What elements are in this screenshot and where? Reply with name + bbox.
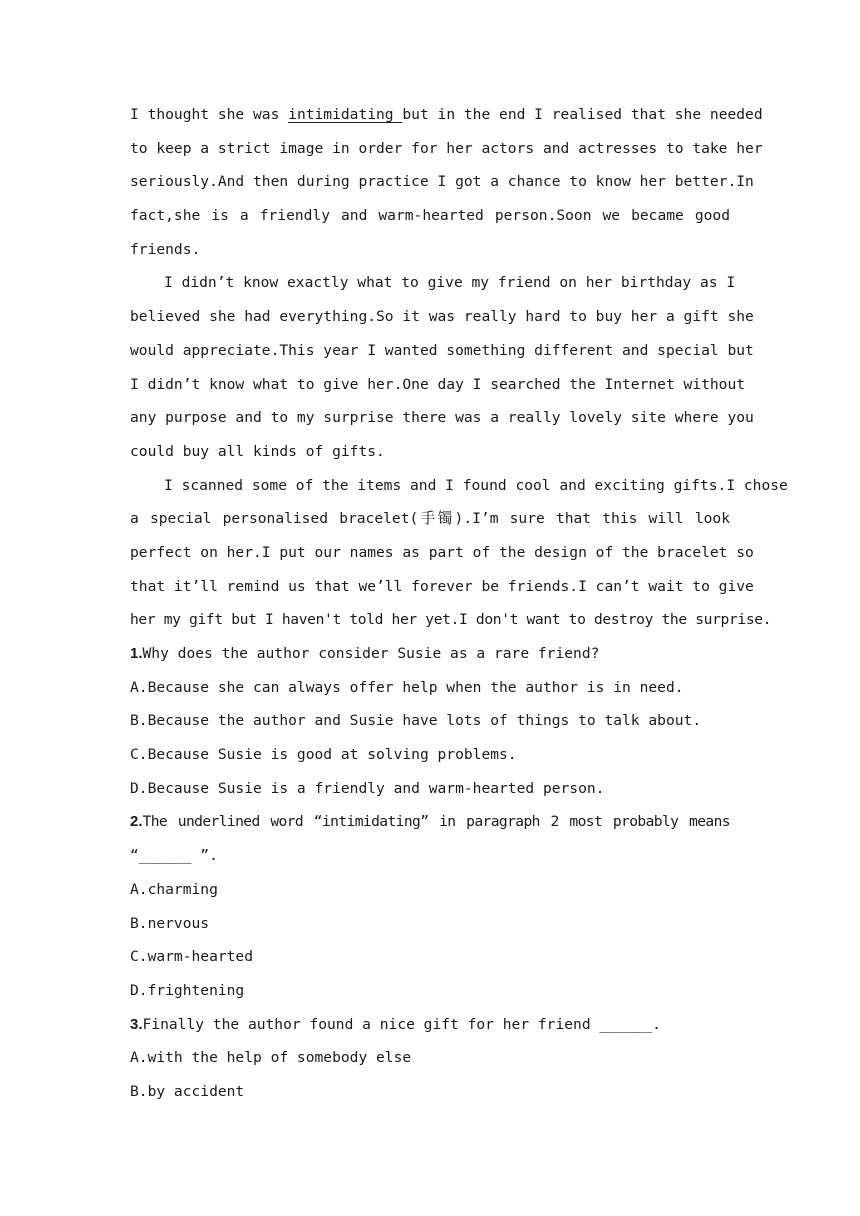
question-stem-continuation: “______ ”.: [130, 847, 218, 865]
question-number: 2.: [130, 813, 143, 831]
paragraph-line: could buy all kinds of gifts.: [130, 442, 385, 460]
question-3: [130, 1008, 730, 1109]
answer-option: A.Because she can always offer help when the author is in need.: [130, 678, 684, 696]
paragraph-line: perfect on her.I put our names as part of the design of the bracelet so: [130, 543, 754, 561]
paragraph-line: I scanned some of the items and I found cool and exciting gifts.I chose: [164, 476, 788, 494]
answer-option: C.warm-hearted: [130, 948, 254, 966]
answer-option: D.Because Susie is a friendly and warm-hearted person.: [130, 779, 605, 797]
underlined-word: intimidating: [288, 106, 403, 123]
paragraph-line: any purpose and to my surprise there was a really lovely site where you: [130, 409, 754, 427]
answer-option: A.with the help of somebody else: [130, 1049, 412, 1067]
paragraph-line: I thought she was intimidating but in the end I realised that she needed: [130, 106, 763, 123]
paragraph-line: her my gift but I haven't told her yet.I don't want to destroy the surprise.: [130, 611, 772, 629]
question-number: 3.: [130, 1015, 143, 1033]
answer-option: B.Because the author and Susie have lots of things to talk about.: [130, 712, 702, 730]
paragraph-2: [130, 266, 754, 468]
paragraph-line: a special personalised bracelet(手镯).I’m sure that this will look: [130, 510, 730, 528]
paragraph-1: [130, 98, 763, 266]
answer-option: C.Because Susie is good at solving problems.: [130, 746, 517, 764]
paragraph-line: to keep a strict image in order for her actors and actresses to take her: [130, 139, 763, 157]
answer-option: B.nervous: [130, 914, 210, 932]
question-1: [130, 637, 730, 805]
question-stem: 2.The underlined word “intimidating” in paragraph 2 most probably means: [130, 813, 730, 831]
answer-option: D.frightening: [130, 981, 245, 999]
paragraph-line: I didn’t know exactly what to give my friend on her birthday as I: [164, 274, 736, 292]
paragraph-line: that it’ll remind us that we’ll forever be friends.I can’t wait to give: [130, 577, 754, 595]
paragraph-line: seriously.And then during practice I got a chance to know her better.In: [130, 173, 754, 191]
paragraph-line: would appreciate.This year I wanted something different and special but: [130, 341, 754, 359]
paragraph-line: fact,she is a friendly and warm-hearted person.Soon we became good: [130, 207, 730, 225]
answer-option: B.by accident: [130, 1082, 245, 1100]
question-stem: 1.Why does the author consider Susie as a rare friend?: [130, 645, 600, 662]
paragraph-line: friends.: [130, 240, 201, 258]
question-stem: 3.Finally the author found a nice gift for her friend ______.: [130, 1015, 661, 1033]
paragraph-line: I didn’t know what to give her.One day I searched the Internet without: [130, 375, 746, 393]
answer-option: A.charming: [130, 880, 218, 898]
paragraph-line: believed she had everything.So it was really hard to buy her a gift she: [130, 308, 754, 326]
question-number: 1.: [130, 645, 143, 662]
document-page: [130, 98, 788, 1109]
question-2: [130, 805, 730, 1007]
paragraph-3: [130, 469, 788, 637]
